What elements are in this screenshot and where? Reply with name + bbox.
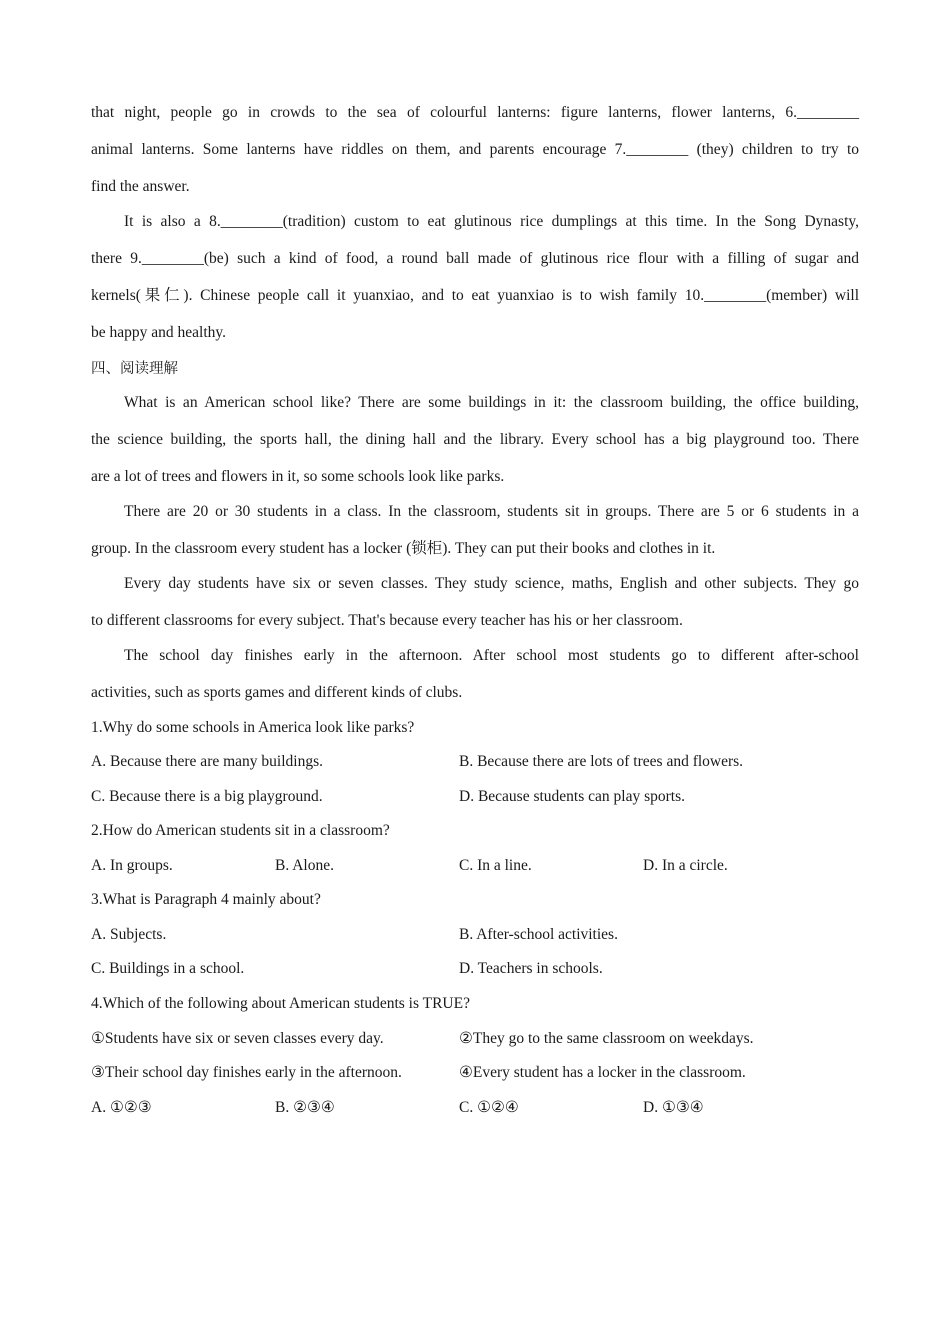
cloze-line: be happy and healthy.: [91, 324, 227, 341]
option[interactable]: C. Buildings in a school.: [91, 960, 245, 977]
option[interactable]: B. Because there are lots of trees and flowers.: [459, 753, 744, 770]
option[interactable]: B. Alone.: [275, 857, 334, 874]
statement: ③Their school day finishes early in the afternoon.: [91, 1064, 402, 1081]
passage-line: The school day finishes early in the afternoon. After school most students go to different after-school: [124, 647, 859, 664]
option[interactable]: C. ①②④: [459, 1099, 519, 1116]
cloze-line: find the answer.: [91, 178, 190, 195]
statement: ②They go to the same classroom on weekdays.: [459, 1030, 754, 1047]
option[interactable]: A. In groups.: [91, 857, 173, 874]
passage-line: activities, such as sports games and different kinds of clubs.: [91, 684, 463, 701]
option[interactable]: A. Because there are many buildings.: [91, 753, 323, 770]
statement: ④Every student has a locker in the classroom.: [459, 1064, 746, 1081]
cloze-line: kernels(果仁). Chinese people call it yuanxiao, and to eat yuanxiao is to wish family 10.________(member) will: [91, 287, 859, 304]
cloze-line: that night, people go in crowds to the sea of colourful lanterns: figure lanterns, flower lanterns, 6.________: [91, 104, 859, 121]
passage-line: group. In the classroom every student has a locker (锁柜). They can put their books and clothes in it.: [91, 540, 716, 557]
passage-line: are a lot of trees and flowers in it, so some schools look like parks.: [91, 468, 505, 485]
passage-line: What is an American school like? There are some buildings in it: the classroom building, the office building,: [124, 394, 859, 411]
option[interactable]: D. Because students can play sports.: [459, 788, 685, 805]
passage-line: Every day students have six or seven classes. They study science, maths, English and other subjects. They go: [124, 575, 859, 592]
option[interactable]: A. Subjects.: [91, 926, 167, 943]
option[interactable]: C. Because there is a big playground.: [91, 788, 323, 805]
option[interactable]: B. ②③④: [275, 1099, 335, 1116]
option[interactable]: B. After-school activities.: [459, 926, 618, 943]
option[interactable]: A. ①②③: [91, 1099, 152, 1116]
question-stem: 4.Which of the following about American students is TRUE?: [91, 995, 470, 1012]
question-stem: 1.Why do some schools in America look like parks?: [91, 719, 415, 736]
option[interactable]: D. Teachers in schools.: [459, 960, 603, 977]
passage-line: to different classrooms for every subject. That's because every teacher has his or her classroom.: [91, 612, 683, 629]
passage-line: There are 20 or 30 students in a class. In the classroom, students sit in groups. There are 5 or 6 students in a: [124, 503, 859, 520]
cloze-line: animal lanterns. Some lanterns have riddles on them, and parents encourage 7.________ (they) children to try to: [91, 141, 859, 158]
question-stem: 3.What is Paragraph 4 mainly about?: [91, 891, 321, 908]
cloze-line: there 9.________(be) such a kind of food, a round ball made of glutinous rice flour with a filling of sugar and: [91, 250, 859, 267]
option[interactable]: C. In a line.: [459, 857, 532, 874]
option[interactable]: D. In a circle.: [643, 857, 728, 874]
cloze-line: It is also a 8.________(tradition) custom to eat glutinous rice dumplings at this time. In the Song Dynasty,: [124, 213, 859, 230]
option[interactable]: D. ①③④: [643, 1099, 704, 1116]
section-heading: 四、阅读理解: [91, 361, 178, 377]
statement: ①Students have six or seven classes every day.: [91, 1030, 384, 1047]
passage-line: the science building, the sports hall, the dining hall and the library. Every school has a big playground too. There: [91, 431, 859, 448]
question-stem: 2.How do American students sit in a classroom?: [91, 822, 390, 839]
